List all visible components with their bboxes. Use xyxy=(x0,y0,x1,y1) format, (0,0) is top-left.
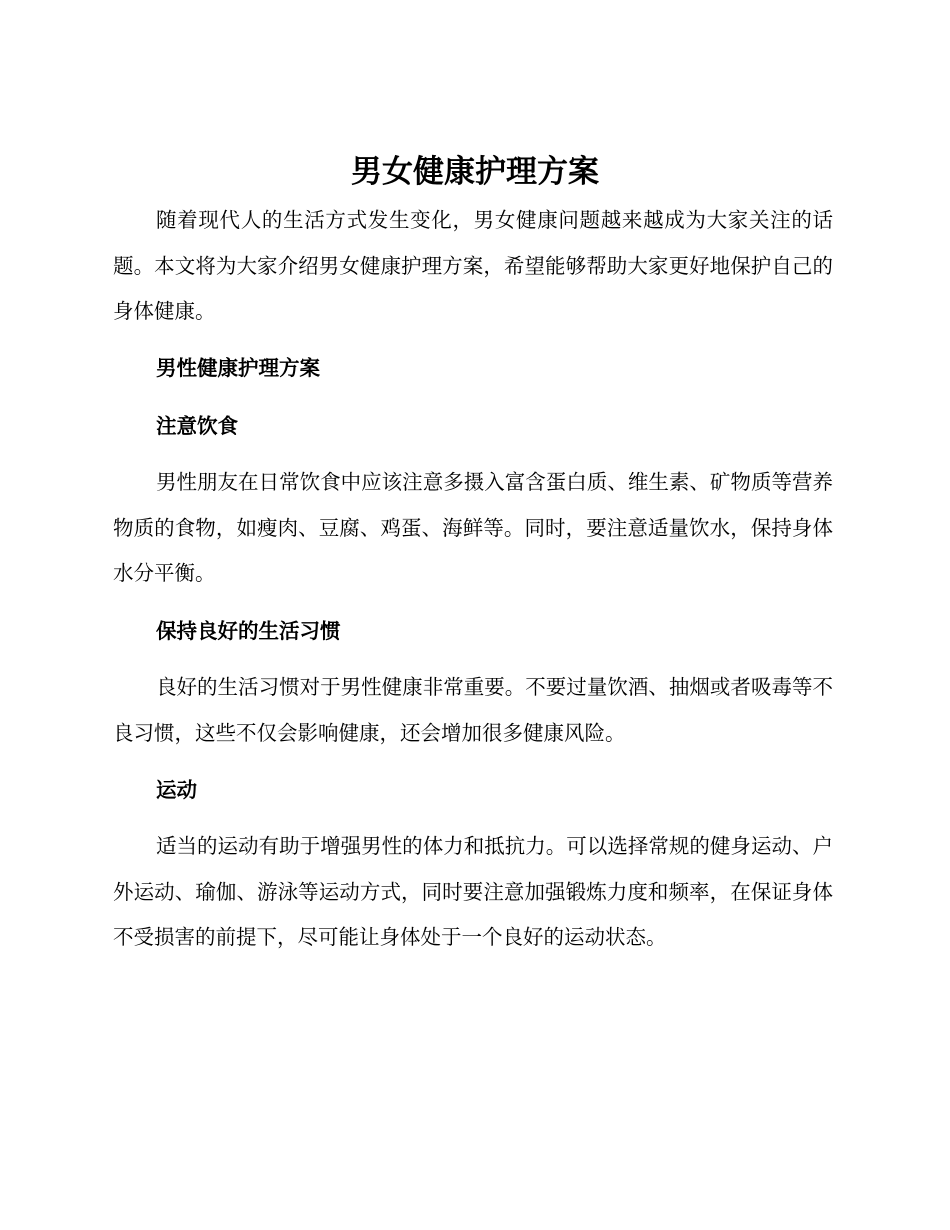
section-heading-diet: 注意饮食 xyxy=(156,414,238,438)
habits-paragraph: 良好的生活习惯对于男性健康非常重要。不要过量饮酒、抽烟或者吸毒等不良习惯，这些不仅会影响健康，还会增加很多健康风险。 xyxy=(113,675,833,745)
intro-paragraph: 随着现代人的生活方式发生变化，男女健康问题越来越成为大家关注的话题。本文将为大家介绍男女健康护理方案，希望能够帮助大家更好地保护自己的身体健康。 xyxy=(113,208,833,324)
exercise-paragraph: 适当的运动有助于增强男性的体力和抵抗力。可以选择常规的健身运动、户外运动、瑜伽、游泳等运动方式，同时要注意加强锻炼力度和频率，在保证身体不受损害的前提下，尽可能让身体处于一个良好的运动状态。 xyxy=(113,834,833,950)
diet-paragraph: 男性朋友在日常饮食中应该注意多摄入富含蛋白质、维生素、矿物质等营养物质的食物，如瘦肉、豆腐、鸡蛋、海鲜等。同时，要注意适量饮水，保持身体水分平衡。 xyxy=(113,470,833,586)
section-heading-male-health: 男性健康护理方案 xyxy=(156,356,320,380)
section-heading-habits: 保持良好的生活习惯 xyxy=(156,619,341,643)
section-heading-exercise: 运动 xyxy=(156,778,197,802)
document-title: 男女健康护理方案 xyxy=(351,154,599,190)
